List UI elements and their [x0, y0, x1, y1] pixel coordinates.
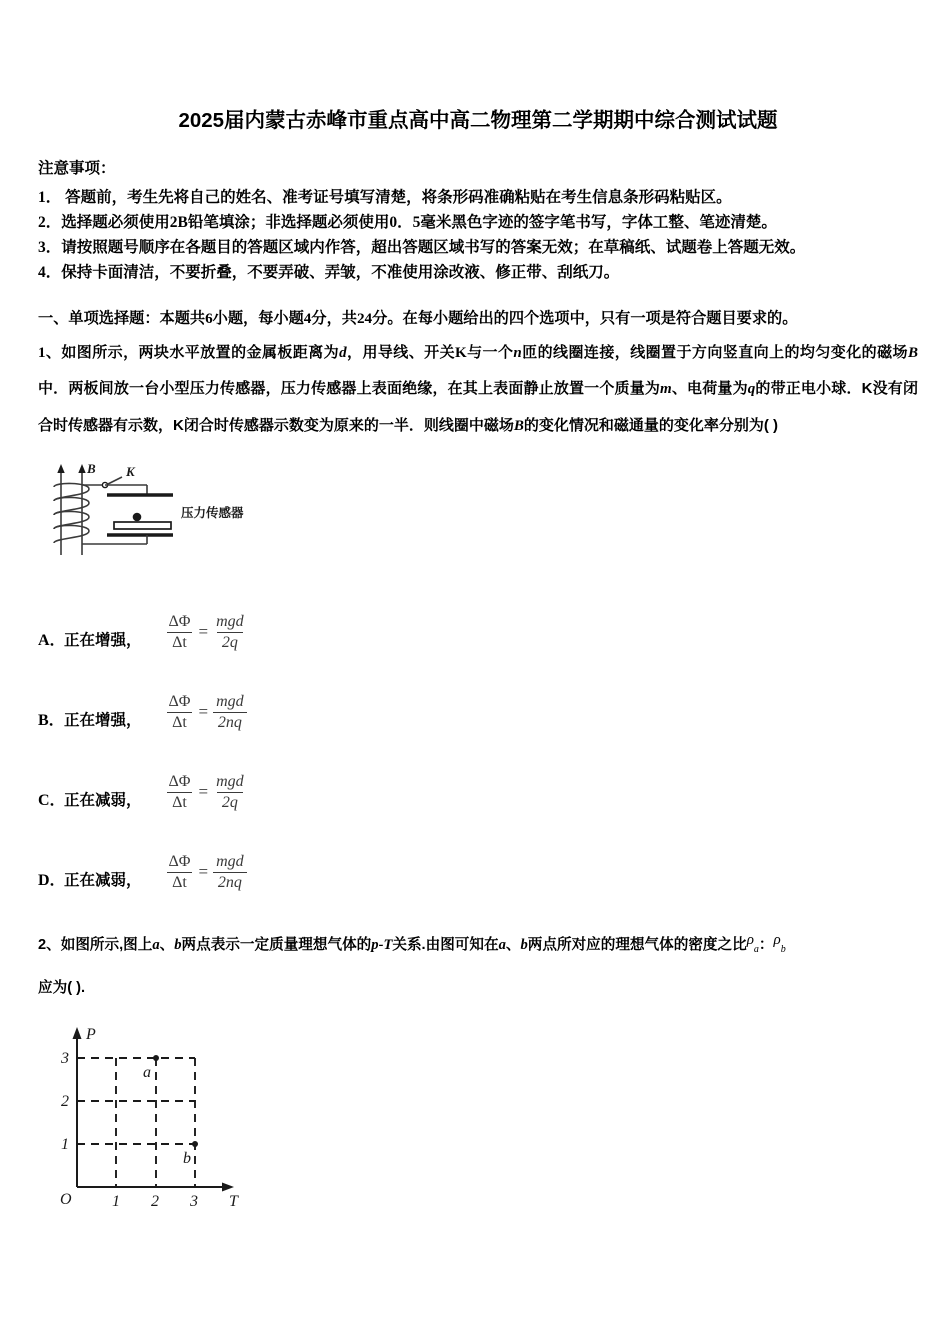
option-d-frac2-den: 2nq — [213, 872, 247, 892]
rho-a-subscript: a — [753, 943, 759, 955]
section-header: 一、单项选择题：本题共6小题，每小题4分，共24分。在每小题给出的四个选项中，只有一项是符合题目要求的。 — [38, 310, 798, 328]
q2-text-3: 两点表示一定质量理想气体的 — [181, 936, 372, 953]
x-axis-arrow-icon — [222, 1182, 234, 1191]
q2-text-2: 、 — [159, 936, 175, 953]
y-tick-2: 2 — [61, 1092, 69, 1110]
option-d-frac2 — [211, 853, 249, 892]
option-d-frac2-num: mgd — [216, 853, 244, 871]
notice-list — [38, 185, 918, 285]
q1-text-6: 、电荷量为 — [671, 380, 748, 398]
origin-label: O — [60, 1190, 72, 1208]
option-d[interactable] — [38, 814, 918, 894]
q1-var-n: n — [513, 345, 522, 362]
y-tick-1: 1 — [61, 1135, 69, 1153]
option-b-label: B． — [38, 711, 65, 729]
q2-var-b: b — [174, 936, 182, 953]
q2-text-6: 两点所对应的理想气体的密度之比 — [527, 936, 747, 953]
option-c-frac2 — [211, 773, 249, 812]
pt-graph-figure — [52, 1019, 918, 1219]
q1-var-d: d — [339, 345, 347, 362]
notice-item: 1． 答题前，考生先将自己的姓名、准考证号填写清楚，将条形码准确粘贴在考生信息条形码粘贴区。 — [38, 188, 732, 206]
pressure-sensor-body — [114, 522, 171, 529]
switch-label-k: K — [126, 463, 135, 479]
option-a-label: A． — [38, 631, 66, 649]
option-a-frac2 — [211, 613, 249, 652]
option-b-equals: = — [198, 702, 209, 722]
notice-heading: 注意事项： — [38, 159, 116, 177]
option-d-label: D． — [38, 871, 66, 889]
q2-text-5: 、 — [505, 936, 521, 953]
option-b-frac1 — [164, 693, 196, 732]
y-axis-arrow-icon — [73, 1027, 82, 1039]
option-a-frac2-den: 2q — [217, 632, 243, 652]
rho-b-glyph: ρ — [773, 931, 781, 948]
option-b-frac2-num: mgd — [216, 693, 244, 711]
q2-var-a2: a — [498, 936, 506, 953]
option-b-text: 正在增强， — [64, 711, 142, 729]
lower-plate — [82, 535, 173, 544]
q1-text-5: 中．两板间放一台小型压力传感器，压力传感器上表面绝缘，在其上表面静止放置一个质量为 — [38, 380, 661, 398]
upper-plate — [105, 485, 173, 495]
page-title: 2025届内蒙古赤峰市重点高中高二物理第二学期期中综合测试试题 — [178, 109, 778, 132]
option-d-frac1 — [164, 853, 196, 892]
option-a-frac1 — [164, 613, 196, 652]
option-c-text: 正在减弱， — [64, 791, 142, 809]
option-d-formula — [164, 853, 249, 894]
q2-var-b2: b — [520, 936, 528, 953]
question-1-stem — [38, 335, 918, 444]
option-c[interactable] — [38, 734, 918, 814]
question-2-number: 2、 — [38, 936, 61, 953]
option-a-frac2-num: mgd — [216, 613, 244, 631]
option-a-frac1-den: Δt — [167, 632, 192, 652]
rho-b-subscript: b — [780, 943, 786, 955]
q1-var-q: q — [747, 381, 756, 398]
option-d-frac1-den: Δt — [167, 872, 192, 892]
x-tick-2: 2 — [151, 1192, 159, 1210]
y-axis-label: P — [86, 1025, 96, 1043]
option-b-frac1-num: ΔΦ — [168, 693, 191, 711]
option-d-equals: = — [198, 862, 209, 882]
option-b-frac1-den: Δt — [167, 712, 192, 732]
pressure-sensor-label: 压力传感器 — [181, 505, 244, 520]
q1-var-k: K — [455, 345, 467, 362]
option-b-formula — [164, 693, 249, 734]
circuit-figure — [48, 460, 918, 560]
q1-text-2: ，用导线、开关 — [346, 344, 456, 362]
q2-text-1: 如图所示,图上 — [60, 936, 153, 953]
pt-graph-svg — [52, 1019, 267, 1219]
question-1-number: 1、 — [38, 345, 62, 362]
q2-var-pt: p-T — [371, 936, 393, 953]
q2-var-a: a — [152, 936, 160, 953]
q1-text-4: 匝的线圈连接，线圈置于方向竖直向上的均匀变化的磁场 — [521, 344, 908, 362]
option-d-frac1-num: ΔΦ — [168, 853, 191, 871]
option-c-frac1-den: Δt — [167, 792, 192, 812]
notice-item: 3．请按照题号顺序在各题目的答题区域内作答，超出答题区域书写的答案无效；在草稿纸、试题卷上答题无效。 — [38, 239, 806, 257]
question-1-options — [38, 574, 918, 894]
q1-var-m: m — [660, 381, 672, 398]
question-2-line2: 应为( ). — [38, 979, 86, 996]
option-c-formula — [164, 773, 249, 814]
q1-text-8: 的变化情况和磁通量的变化率分别为( ) — [523, 416, 779, 434]
option-a-formula — [164, 613, 249, 654]
x-tick-3: 3 — [190, 1192, 198, 1210]
option-c-equals: = — [198, 782, 209, 802]
option-a-frac1-num: ΔΦ — [168, 613, 191, 631]
y-tick-3: 3 — [61, 1049, 69, 1067]
q1-text-3: 与一个 — [466, 344, 514, 362]
option-b-frac2 — [211, 693, 249, 732]
option-a-equals: = — [198, 622, 209, 642]
notice-item: 4．保持卡面清洁，不要折叠，不要弄破、弄皱，不准使用涂改液、修正带、刮纸刀。 — [38, 264, 620, 282]
data-point-b-label: b — [183, 1149, 191, 1167]
switch-k-icon — [102, 477, 122, 488]
rho-b-symbol — [773, 931, 786, 955]
solenoid-coil-icon — [54, 483, 89, 543]
q1-var-b2: B — [513, 417, 524, 434]
page-content — [38, 108, 918, 1219]
data-point-a-label: a — [143, 1063, 151, 1081]
circuit-diagram-svg — [48, 460, 298, 560]
rho-a-glyph: ρ — [746, 931, 754, 948]
gridlines-vertical — [116, 1058, 195, 1187]
q1-text-7: 的带正电小球．K没有闭合时传感器有示数，K闭合时传感器示数变为原来的一半．则线圈中磁场 — [38, 380, 918, 434]
charged-ball-icon — [133, 513, 142, 522]
notice-item: 2．选择题必须使用2B铅笔填涂；非选择题必须使用0．5毫米黑色字迹的签字笔书写，字体工整、笔迹清楚。 — [38, 214, 777, 231]
option-c-frac2-num: mgd — [216, 773, 244, 791]
q1-var-b: B — [907, 345, 918, 362]
ratio-colon: ： — [758, 936, 774, 953]
q2-text-4: 关系.由图可知在 — [392, 936, 499, 953]
option-b-frac2-den: 2nq — [213, 712, 247, 732]
q1-text-1: 如图所示，两块水平放置的金属板距离为 — [61, 344, 340, 362]
x-axis-label: T — [229, 1192, 238, 1210]
rho-a-symbol — [746, 931, 759, 955]
option-d-text: 正在减弱， — [64, 871, 142, 889]
option-c-frac2-den: 2q — [217, 792, 243, 812]
field-label-b: B — [87, 460, 96, 476]
option-c-label: C． — [38, 791, 66, 809]
option-c-frac1-num: ΔΦ — [168, 773, 191, 791]
question-2-stem — [38, 924, 918, 966]
x-tick-1: 1 — [112, 1192, 120, 1210]
gridlines-horizontal — [77, 1058, 195, 1144]
option-c-frac1 — [164, 773, 196, 812]
option-a[interactable] — [38, 574, 918, 654]
option-a-text: 正在增强， — [64, 631, 142, 649]
option-b[interactable] — [38, 654, 918, 734]
